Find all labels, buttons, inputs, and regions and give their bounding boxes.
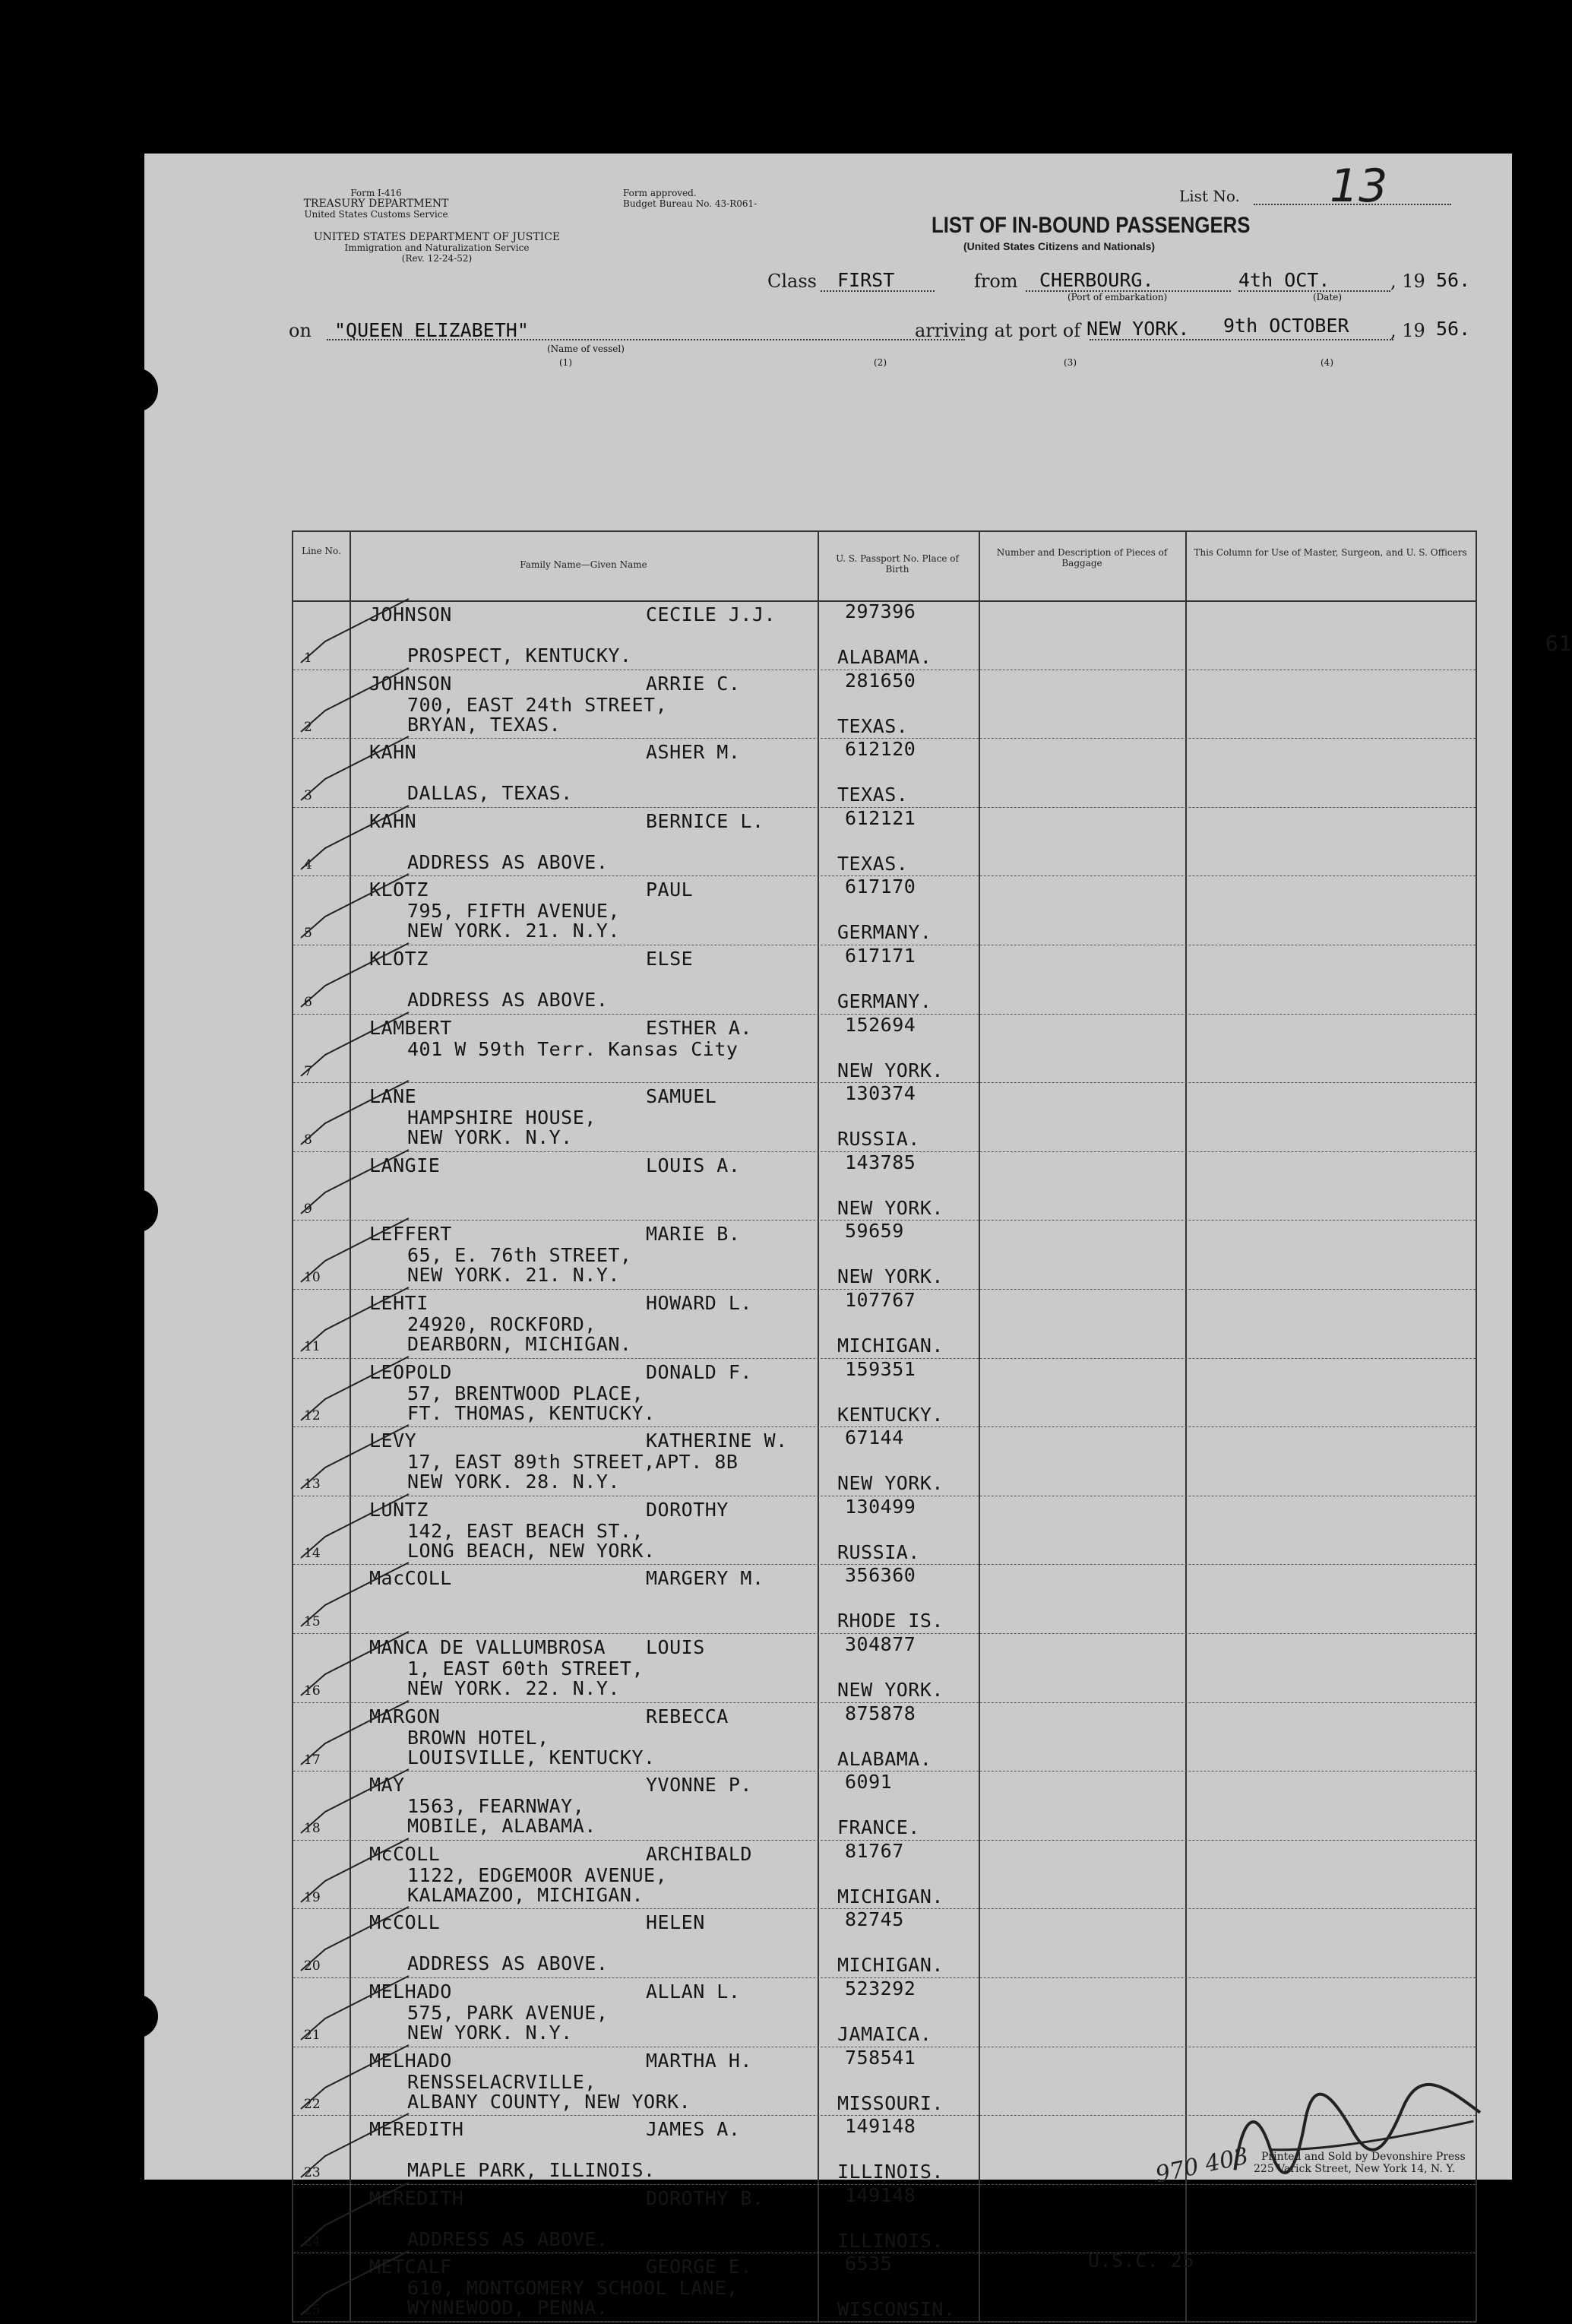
family-name: LEHTI [369, 1292, 429, 1314]
check-mark-icon [295, 1147, 447, 1223]
family-name: LEVY [369, 1430, 417, 1452]
line-number: 6 [304, 995, 312, 1010]
passport-number: 6091 [845, 1771, 893, 1794]
vessel-name: "QUEEN ELIZABETH" [334, 319, 529, 341]
address-line-2: PROSPECT, KENTUCKY. [407, 644, 632, 666]
address-line-2: DALLAS, TEXAS. [407, 782, 573, 805]
place-of-birth: ALABAMA. [837, 646, 932, 668]
form-approved: Form approved. [623, 188, 697, 198]
check-mark-icon [295, 1904, 447, 1980]
place-of-birth: NEW YORK. [837, 1265, 944, 1288]
address-line-2: ALBANY COUNTY, NEW YORK. [407, 2090, 691, 2113]
printer-line-2: 225 Varick Street, New York 14, N. Y. [1254, 2163, 1456, 2175]
address-line-2: NEW YORK. 28. N.Y. [407, 1471, 620, 1493]
passport-number: 130374 [845, 1082, 916, 1105]
address-line-2: ADDRESS AS ABOVE. [407, 1952, 609, 1975]
date-caption: (Date) [1313, 292, 1343, 302]
check-mark-icon [295, 2180, 447, 2256]
given-name: MARTHA H. [646, 2049, 752, 2072]
check-mark-icon [295, 1559, 447, 1635]
family-name: KAHN [369, 809, 417, 832]
line-number: 8 [304, 1132, 312, 1148]
justice-department: UNITED STATES DEPARTMENT OF JUSTICE [313, 231, 561, 243]
family-name: MAY [369, 1774, 405, 1797]
place-of-birth: ILLINOIS. [837, 2229, 944, 2252]
col-header-baggage: Number and Description of Pieces of Baggage [996, 547, 1168, 568]
passport-number: 612120 [845, 738, 916, 761]
place-of-birth: MISSOURI. [837, 2091, 944, 2114]
col-header-officers: This Column for Use of Master, Surgeon, and U. S. Officers [1194, 547, 1467, 558]
on-label: on [289, 320, 312, 341]
page-title: LIST OF IN-BOUND PASSENGERS [931, 213, 1251, 238]
address-line-1: RENSSELACRVILLE, [407, 2070, 596, 2093]
place-of-birth: ALABAMA. [837, 1747, 932, 1770]
table-row [293, 738, 1476, 808]
table-row [293, 1633, 1476, 1703]
form-id: Form I-416 [350, 188, 402, 198]
table-row [293, 1358, 1476, 1428]
family-name: LANE [369, 1085, 417, 1108]
family-name: MANCA DE VALLUMBROSA [369, 1636, 606, 1658]
passport-number: 81767 [845, 1839, 904, 1862]
table-row [293, 1014, 1476, 1084]
line-number: 11 [304, 1339, 321, 1354]
given-name: HOWARD L. [646, 1292, 752, 1314]
table-row [293, 1771, 1476, 1841]
place-of-birth: RUSSIA. [837, 1540, 920, 1563]
address-line-2: NEW YORK. 21. N.Y. [407, 1264, 620, 1287]
form-id-block [289, 188, 463, 220]
check-mark-icon [295, 1491, 447, 1567]
ins-service: Immigration and Naturalization Service [344, 242, 530, 253]
given-name: LOUIS [646, 1636, 705, 1658]
passport-number: 143785 [845, 1151, 916, 1173]
given-name: KATHERINE W. [646, 1430, 788, 1452]
passport-number: 149148 [845, 2115, 916, 2138]
family-name: JOHNSON [369, 603, 452, 625]
table-row [293, 1702, 1476, 1772]
given-name: YVONNE P. [646, 1774, 752, 1797]
family-name: LEFFERT [369, 1223, 452, 1246]
table-row [293, 1840, 1476, 1910]
address-line-2: MOBILE, ALABAMA. [407, 1815, 596, 1838]
address-line-1: 1, EAST 60th STREET, [407, 1658, 644, 1680]
check-mark-icon [295, 1009, 447, 1085]
place-of-birth: WISCONSIN. [837, 2298, 956, 2321]
check-mark-icon [295, 665, 447, 741]
check-mark-icon [295, 1698, 447, 1774]
budget-block [623, 188, 757, 209]
passport-number: 149148 [845, 2183, 916, 2206]
passport-number: 758541 [845, 2046, 916, 2069]
family-name: McCOLL [369, 1842, 441, 1865]
given-name: LOUIS A. [646, 1154, 741, 1176]
passport-number: 67144 [845, 1426, 904, 1449]
family-name: LEOPOLD [369, 1360, 452, 1383]
check-mark-icon [295, 1284, 447, 1360]
address-line-2: LONG BEACH, NEW YORK. [407, 1539, 656, 1562]
given-name: CECILE J.J. [646, 603, 777, 625]
passport-number: 107767 [845, 1289, 916, 1311]
year-suffix-1: 56. [1436, 269, 1471, 291]
page-subtitle: (United States Citizens and Nationals) [963, 240, 1156, 252]
place-of-birth: TEXAS. [837, 852, 909, 875]
address-line-1: 401 W 59th Terr. Kansas City [407, 1037, 739, 1060]
place-of-birth: TEXAS. [837, 714, 909, 737]
line-number: 10 [304, 1270, 321, 1286]
family-name: MacCOLL [369, 1567, 452, 1590]
given-name: BERNICE L. [646, 809, 764, 832]
place-of-birth: NEW YORK. [837, 1679, 944, 1701]
family-name: KAHN [369, 741, 417, 764]
table-row [293, 1426, 1476, 1496]
check-mark-icon [295, 1835, 447, 1911]
address-line-2: MAPLE PARK, ILLINOIS. [407, 2159, 656, 2182]
given-name: HELEN [646, 1911, 705, 1934]
given-name: ARRIE C. [646, 672, 741, 695]
given-name: ALLAN L. [646, 1980, 741, 2003]
family-name: LAMBERT [369, 1016, 452, 1039]
address-line-1: BROWN HOTEL, [407, 1726, 549, 1749]
address-line-1: 795, FIFTH AVENUE, [407, 900, 620, 923]
line-number: 22 [304, 2096, 321, 2112]
line-number: 24 [304, 2234, 321, 2250]
treasury-department: TREASURY DEPARTMENT [303, 198, 449, 210]
place-of-birth: TEXAS. [837, 784, 909, 806]
check-mark-icon [295, 733, 447, 809]
check-mark-icon [295, 1973, 447, 2049]
given-name: ESTHER A. [646, 1016, 752, 1039]
col-index-3: (3) [1064, 357, 1077, 368]
family-name: MELHADO [369, 1980, 452, 2003]
passenger-list-page [144, 154, 1572, 2321]
check-mark-icon [295, 1422, 447, 1498]
passport-number: 612121 [845, 806, 916, 829]
year-suffix-2: 56. [1436, 318, 1471, 340]
given-name: PAUL [646, 879, 694, 901]
line-number: 5 [304, 926, 312, 942]
table-row [293, 1496, 1476, 1566]
address-line-1: 1563, FEARNWAY, [407, 1795, 585, 1818]
place-of-birth: GERMANY. [837, 921, 932, 944]
col-header-passport: U. S. Passport No. Place of Birth [836, 553, 959, 575]
check-mark-icon [295, 1354, 447, 1430]
col-index-1: (1) [559, 357, 572, 368]
given-name: SAMUEL [646, 1085, 717, 1108]
place-of-birth: KENTUCKY. [837, 1403, 944, 1426]
check-mark-icon [295, 596, 447, 672]
family-name: MEREDITH [369, 2186, 464, 2209]
usc-note: U.S.C. 25 [1088, 2250, 1194, 2272]
line-number: 17 [304, 1752, 321, 1768]
given-name: DOROTHY B. [646, 2186, 764, 2209]
given-name: ASHER M. [646, 741, 741, 764]
list-no-value: 13 [1330, 160, 1388, 213]
table-row [293, 2184, 1476, 2254]
address-line-1: 24920, ROCKFORD, [407, 1313, 596, 1335]
table-row [293, 1977, 1476, 2047]
punch-hole-top [114, 368, 158, 412]
address-line-2: NEW YORK. N.Y. [407, 1126, 573, 1149]
address-line-2: ADDRESS AS ABOVE. [407, 989, 609, 1011]
given-name: JAMES A. [646, 2118, 741, 2141]
line-number: 2 [304, 719, 312, 735]
table-row [293, 1082, 1476, 1152]
place-of-birth: MICHIGAN. [837, 1954, 944, 1977]
line-number: 19 [304, 1889, 321, 1905]
from-label: from [974, 271, 1018, 292]
col-header-name: Family Name—Given Name [520, 559, 647, 570]
family-name: KLOTZ [369, 879, 429, 901]
officer-note: 61 [1545, 631, 1572, 656]
col-index-2: (2) [874, 357, 887, 368]
passport-number: 304877 [845, 1633, 916, 1655]
table-row [293, 1908, 1476, 1978]
address-line-2: ADDRESS AS ABOVE. [407, 850, 609, 873]
passport-number: 523292 [845, 1977, 916, 1999]
passport-number: 130499 [845, 1495, 916, 1518]
check-mark-icon [295, 803, 447, 879]
address-line-2: NEW YORK. 22. N.Y. [407, 1677, 620, 1699]
address-line-2: LOUISVILLE, KENTUCKY. [407, 1746, 656, 1768]
line-number: 4 [304, 856, 312, 872]
passport-number: 6535 [845, 2253, 893, 2275]
line-number: 13 [304, 1477, 321, 1493]
given-name: ELSE [646, 948, 694, 970]
passport-number: 59659 [845, 1220, 904, 1243]
address-line-1: 57, BRENTWOOD PLACE, [407, 1382, 644, 1404]
year-prefix-1: , 19 [1390, 271, 1425, 292]
address-line-1: 700, EAST 24th STREET, [407, 693, 668, 716]
place-of-birth: MICHIGAN. [837, 1885, 944, 1908]
port-embark-caption: (Port of embarkation) [1068, 292, 1168, 302]
family-name: JOHNSON [369, 672, 452, 695]
address-line-2: NEW YORK. 21. N.Y. [407, 920, 620, 942]
punch-hole-middle [114, 1189, 158, 1233]
table-row [293, 1151, 1476, 1221]
address-line-2: FT. THOMAS, KENTUCKY. [407, 1401, 656, 1424]
line-number: 20 [304, 1958, 321, 1974]
passport-number: 875878 [845, 1702, 916, 1724]
given-name: ARCHIBALD [646, 1842, 752, 1865]
check-mark-icon [295, 2042, 447, 2118]
table-row [293, 1564, 1476, 1634]
address-line-1: 610, MONTGOMERY SCHOOL LANE, [407, 2277, 739, 2300]
printer-line-1: Printed and Sold by Devonshire Press [1261, 2151, 1466, 2163]
embark-date: 4th OCT. [1238, 269, 1330, 291]
place-of-birth: MICHIGAN. [837, 1335, 944, 1357]
budget-bureau: Budget Bureau No. 43-R061- [623, 198, 758, 209]
place-of-birth: NEW YORK. [837, 1196, 944, 1219]
given-name: REBECCA [646, 1705, 729, 1727]
arriving-label: arriving at port of [915, 320, 1081, 341]
passport-number: 617170 [845, 875, 916, 898]
passport-number: 281650 [845, 669, 916, 692]
address-line-1: 17, EAST 89th STREET,APT. 8B [407, 1451, 739, 1474]
place-of-birth: GERMANY. [837, 990, 932, 1012]
pencil-note: 970 403 [1153, 2142, 1251, 2189]
embark-port: CHERBOURG. [1039, 269, 1154, 291]
place-of-birth: JAMAICA. [837, 2023, 932, 2045]
check-mark-icon [295, 2248, 447, 2324]
address-line-2: DEARBORN, MICHIGAN. [407, 1333, 632, 1355]
passport-number: 297396 [845, 600, 916, 622]
class-value: FIRST [837, 269, 895, 291]
address-line-1: 575, PARK AVENUE, [407, 2002, 609, 2024]
check-mark-icon [295, 1215, 447, 1291]
family-name: LANGIE [369, 1154, 441, 1176]
line-number: 12 [304, 1407, 321, 1423]
table-row [293, 807, 1476, 877]
arrival-date: 9th OCTOBER [1223, 315, 1349, 337]
passport-number: 617171 [845, 945, 916, 967]
check-mark-icon [295, 1078, 447, 1154]
table-row [293, 1220, 1476, 1290]
table-row [293, 945, 1476, 1015]
place-of-birth: NEW YORK. [837, 1059, 944, 1081]
family-name: KLOTZ [369, 948, 429, 970]
vessel-caption: (Name of vessel) [547, 344, 625, 354]
table-row [293, 1289, 1476, 1359]
table-row [293, 875, 1476, 945]
address-line-2: ADDRESS AS ABOVE. [407, 2227, 609, 2250]
table-row [293, 2253, 1476, 2322]
family-name: MARGON [369, 1705, 441, 1727]
family-name: McCOLL [369, 1911, 441, 1934]
place-of-birth: RUSSIA. [837, 1128, 920, 1151]
class-label: Class [767, 271, 817, 292]
justice-block [289, 232, 585, 264]
check-mark-icon [295, 1766, 447, 1842]
line-number: 1 [304, 651, 312, 666]
line-number: 25 [304, 2303, 321, 2319]
line-number: 3 [304, 788, 312, 804]
check-mark-icon [295, 2110, 447, 2186]
line-number: 7 [304, 1063, 312, 1079]
passport-number: 82745 [845, 1908, 904, 1931]
customs-service: United States Customs Service [304, 209, 448, 220]
check-mark-icon [295, 1629, 447, 1705]
line-number: 16 [304, 1683, 321, 1699]
line-number: 23 [304, 2165, 321, 2181]
family-name: MELHADO [369, 2049, 452, 2072]
passport-number: 356360 [845, 1564, 916, 1587]
given-name: MARGERY M. [646, 1567, 764, 1590]
punch-hole-bottom [114, 1994, 158, 2038]
passenger-table [292, 530, 1572, 2322]
address-line-2: KALAMAZOO, MICHIGAN. [407, 1883, 644, 1906]
passport-number: 152694 [845, 1013, 916, 1036]
line-number: 21 [304, 2028, 321, 2043]
line-number: 9 [304, 1201, 312, 1217]
line-number: 18 [304, 1821, 321, 1837]
family-name: MEREDITH [369, 2118, 464, 2141]
given-name: DONALD F. [646, 1360, 752, 1383]
table-row [293, 670, 1476, 739]
revision: (Rev. 12-24-52) [401, 253, 473, 264]
address-line-1: 65, E. 76th STREET, [407, 1244, 632, 1267]
line-number: 15 [304, 1614, 321, 1630]
given-name: DOROTHY [646, 1498, 729, 1521]
place-of-birth: ILLINOIS. [837, 2161, 944, 2183]
given-name: MARIE B. [646, 1223, 741, 1246]
address-line-1: 1122, EDGEMOOR AVENUE, [407, 1863, 668, 1886]
place-of-birth: NEW YORK. [837, 1472, 944, 1495]
table-row [293, 600, 1476, 670]
place-of-birth: RHODE IS. [837, 1610, 944, 1632]
check-mark-icon [295, 940, 447, 1016]
address-line-1: 142, EAST BEACH ST., [407, 1519, 644, 1542]
address-line-2: BRYAN, TEXAS. [407, 713, 561, 736]
place-of-birth: FRANCE. [837, 1816, 920, 1839]
line-number: 14 [304, 1545, 321, 1561]
given-name: GEORGE E. [646, 2256, 752, 2278]
arrival-port: NEW YORK. [1086, 318, 1190, 340]
address-line-1: HAMPSHIRE HOUSE, [407, 1107, 596, 1129]
passport-number: 159351 [845, 1357, 916, 1380]
family-name: METCALF [369, 2256, 452, 2278]
year-prefix-2: , 19 [1390, 320, 1425, 341]
family-name: LUNTZ [369, 1498, 429, 1521]
col-index-4: (4) [1321, 357, 1333, 368]
address-line-2: WYNNEWOOD, PENNA. [407, 2297, 609, 2319]
list-no-label: List No. [1179, 187, 1240, 205]
col-header-line-no: Line No. [302, 546, 341, 556]
check-mark-icon [295, 871, 447, 947]
address-line-2: NEW YORK. N.Y. [407, 2022, 573, 2044]
